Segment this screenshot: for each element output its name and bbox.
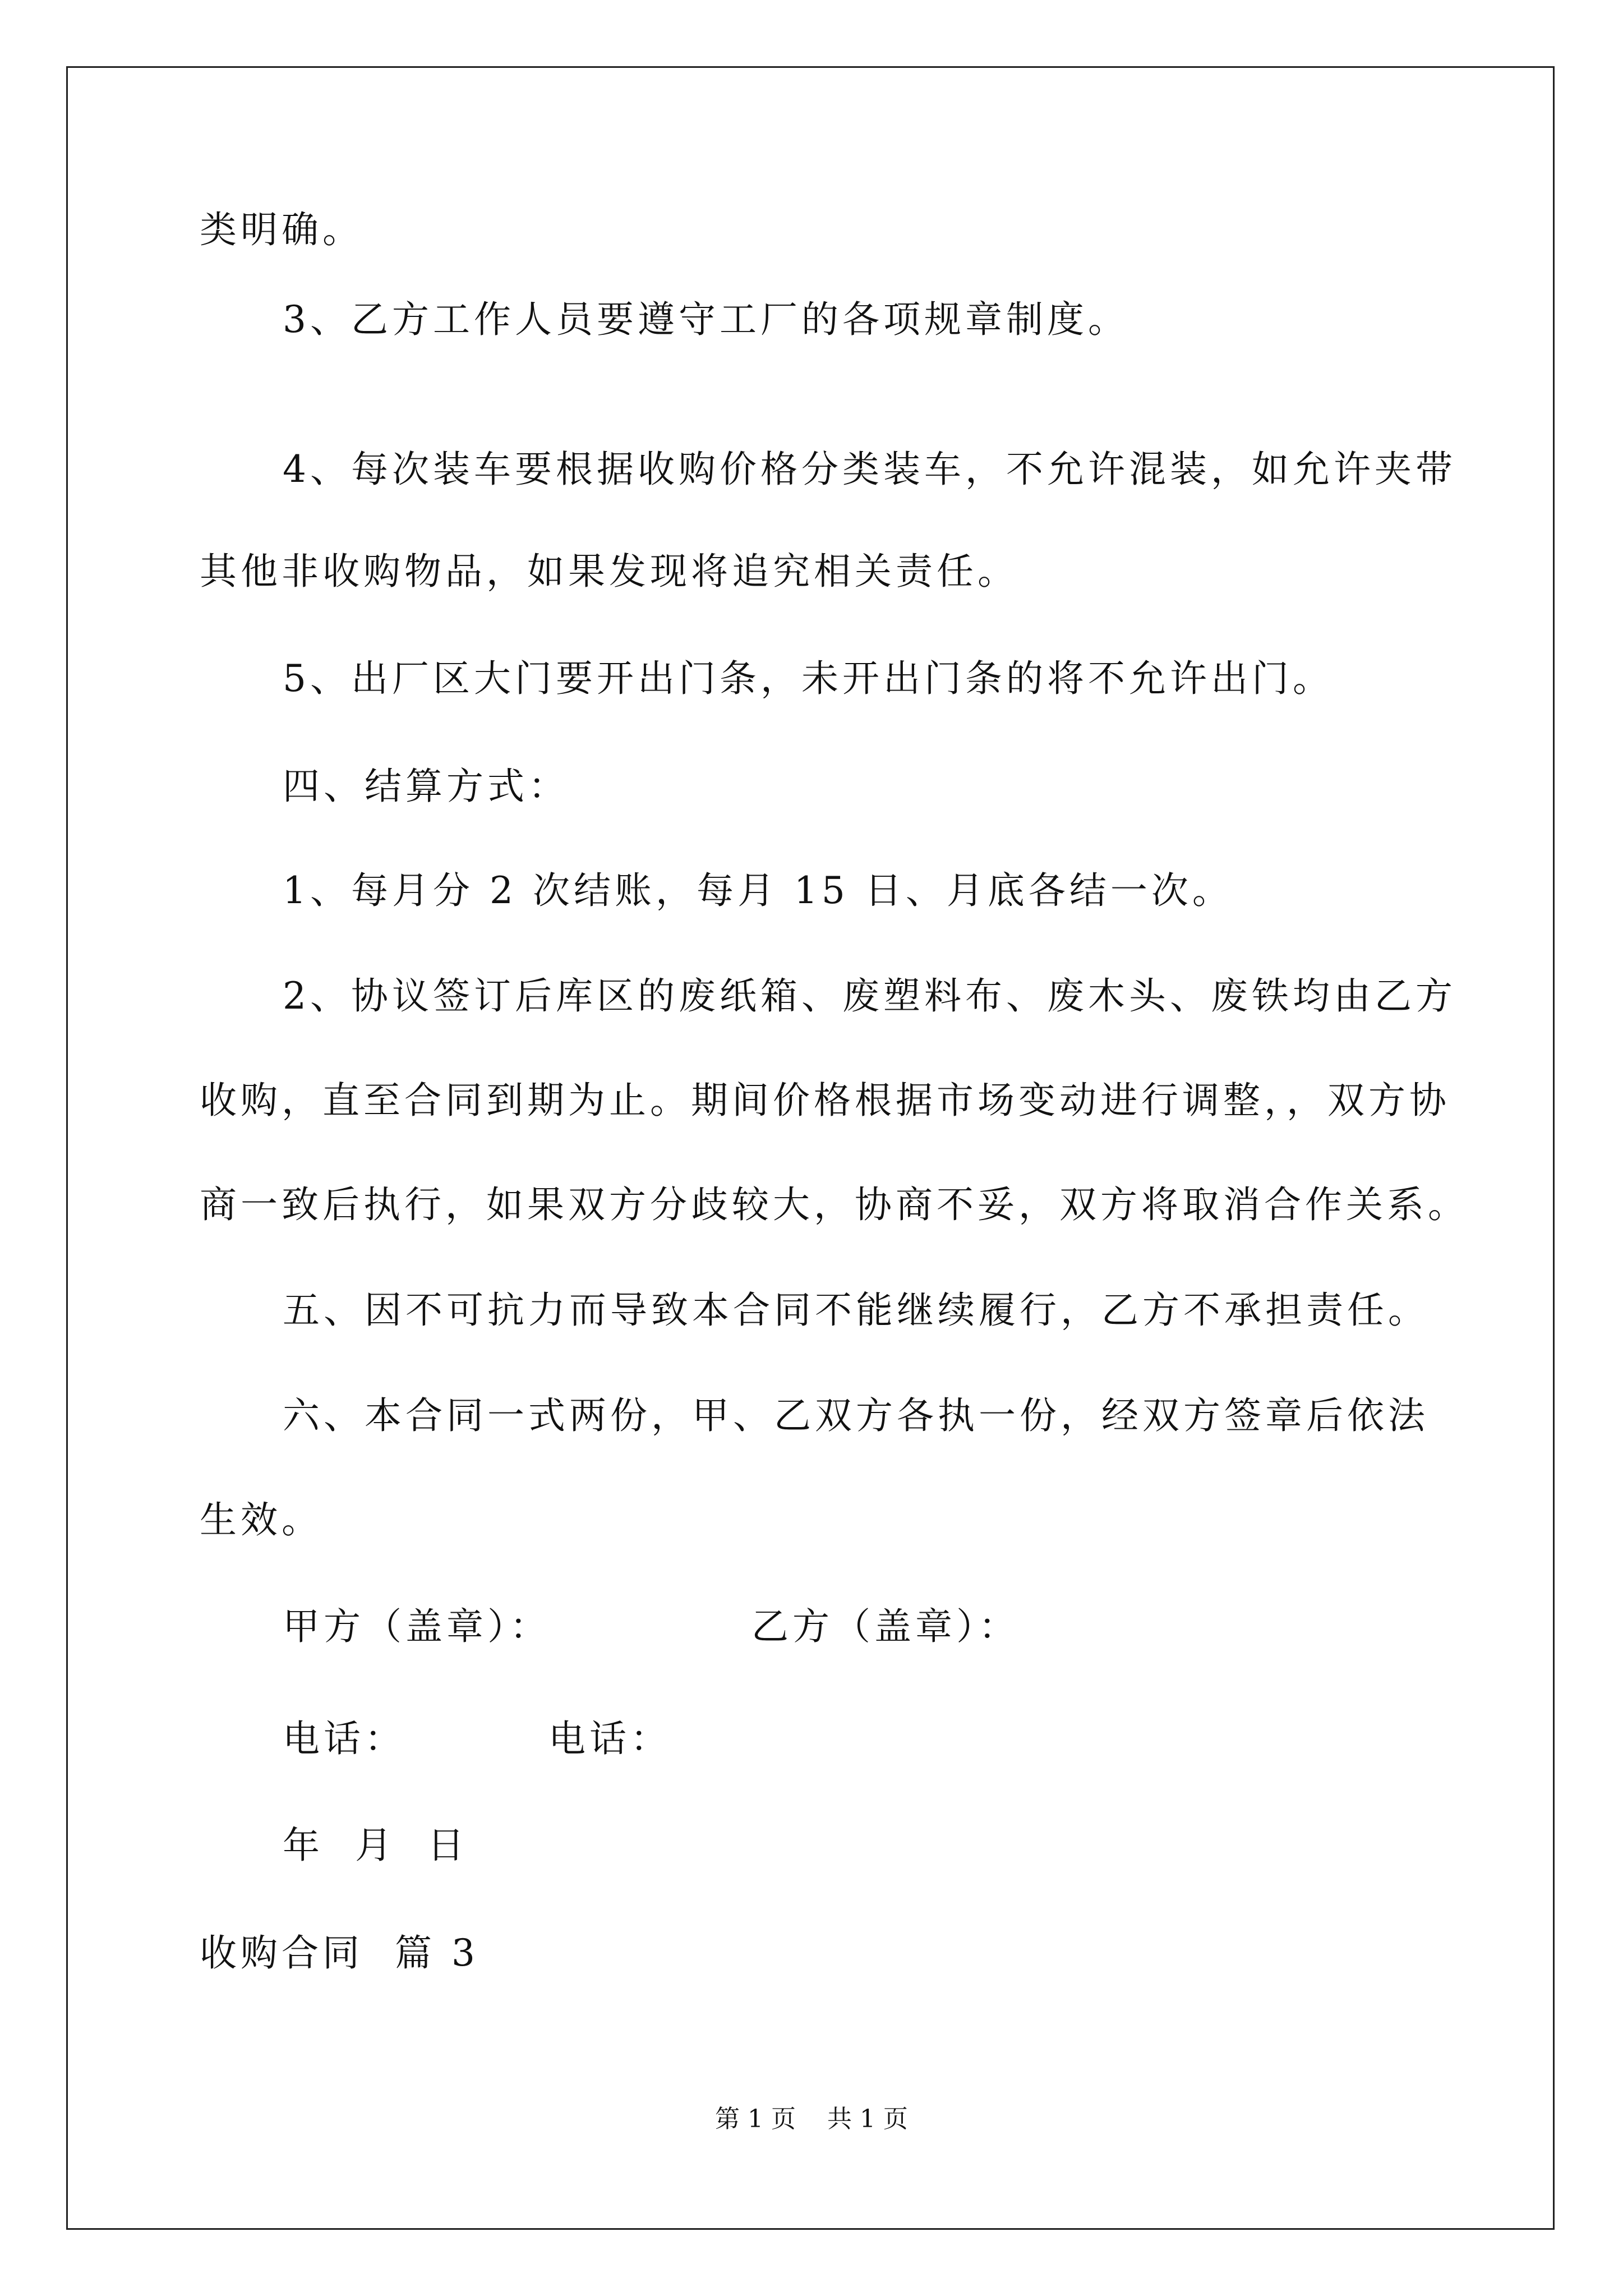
party-b-seal: 乙方（盖章）： [751,1605,1020,1648]
settlement-clause-1: 1、每月分 2 次结账，每月 15 日、月底各结一次。 [283,869,1233,912]
clause-5: 5、出厂区大门要开出门条，未开出门条的将不允许出门。 [283,657,1334,700]
settlement-clause-2-cont-1: 收购，直至合同到期为止。期间价格根据市场变动进行调整，，双方协 [200,1079,1450,1122]
page-border [66,66,1555,2230]
clause-4-cont: 其他非收购物品，如果发现将追究相关责任。 [200,550,1018,593]
signing-date: 年 月 日 [283,1824,468,1867]
settlement-clause-2-cont-2: 商一致后执行，如果双方分歧较大，协商不妥，双方将取消合作关系。 [200,1183,1469,1226]
section-6-cont: 生效。 [200,1498,322,1542]
party-b-phone: 电话： [548,1717,671,1760]
body-line-1: 类明确。 [200,208,363,251]
page-footer: 第 1 页 共 1 页 [715,2105,908,2133]
clause-4: 4、每次装车要根据收购价格分类装车，不允许混装，如允许夹带 [283,448,1456,491]
party-a-phone: 电话： [283,1717,405,1760]
next-section-title: 收购合同 篇 3 [200,1931,479,1975]
settlement-clause-2: 2、协议签订后库区的废纸箱、废塑料布、废木头、废铁均由乙方 [283,974,1456,1018]
section-4-heading: 四、结算方式： [283,765,569,808]
party-a-seal: 甲方（盖章）： [283,1605,551,1648]
clause-3: 3、乙方工作人员要遵守工厂的各项规章制度。 [283,298,1129,341]
section-5: 五、因不可抗力而导致本合同不能继续履行，乙方不承担责任。 [283,1289,1429,1332]
section-6: 六、本合同一式两份，甲、乙双方各执一份，经双方签章后依法 [283,1394,1429,1437]
